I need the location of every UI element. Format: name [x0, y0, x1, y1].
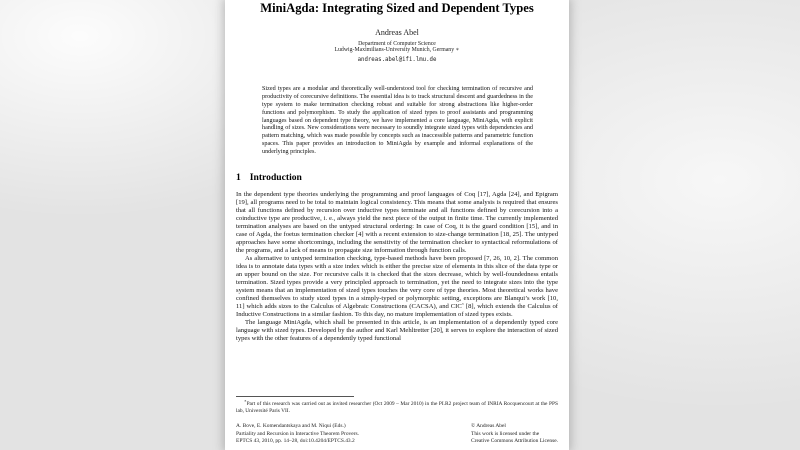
- abstract-text: Sized types are a modular and theoretically well-understood tool for checking termination of recursive and productivity of corecursive definitions. The essential idea is to track structural descent and guardedness in the type system to make termination checking robust and suitable for strong abstractions like higher-order functions and polymorphism. To study the application of sized types to proof assistants and programming languages based on dependent type theory, we have implemented a core language, MiniAgda, with explicit handling of sizes. New considerations were necessary to soundly integrate sized types with dependencies and pattern matching, which was made possible by concepts such as inaccessible patterns and parametric function spaces. This paper provides an introduction to MiniAgda by example and informal explanations of the underlying principles.: [262, 86, 533, 155]
- footer-license-line1: This work is licensed under the: [471, 430, 540, 437]
- affiliation-university: Ludwig-Maximilians-University Munich, Germany ∗: [334, 47, 460, 54]
- section-heading: [236, 173, 558, 183]
- section-title: Introduction: [249, 171, 302, 183]
- footnote-block: [236, 396, 558, 415]
- footer-license-info: [471, 423, 558, 445]
- footer-publication-info: [236, 423, 359, 445]
- paragraph: The language MiniAgda, which shall be presented in this article, is an implementation of a dependently typed core language with sized types. Developed by the author and Karl Mehltretter [20], it serves to explore the interaction of sized types with the other features of a dependently typed functional: [236, 318, 558, 342]
- footnote-marker: ∗: [244, 399, 247, 404]
- section-number: 1: [236, 171, 241, 183]
- author-affiliation: [236, 41, 558, 54]
- footer-license-line2: Creative Commons Attribution License.: [471, 437, 558, 444]
- footnote-body: Part of this research was carried out as invited researcher (Oct 2009 – Mar 2010) in the PI.R2 project team of INRIA Rocquencourt at the PPS lab, Université Paris VII.: [236, 400, 558, 414]
- affiliation-department: Department of Computer Science: [358, 40, 436, 47]
- page-content: [225, 0, 569, 343]
- footer-volume-title: Partiality and Recursion in Interactive Theorem Provers.: [236, 430, 359, 437]
- page-title: MiniAgda: Integrating Sized and Dependent Types: [260, 1, 534, 15]
- introduction-body: [236, 191, 558, 342]
- footnote-rule: [236, 396, 354, 397]
- footer-doi: EPTCS 43, 2010, pp. 14–28, doi:10.4204/EPTCS.43.2: [236, 437, 355, 444]
- author-email: andreas.abel@ifi.lmu.de: [357, 57, 437, 64]
- footnote-text: [236, 399, 558, 415]
- author-name: Andreas Abel: [375, 27, 419, 37]
- page-footer: [236, 423, 558, 445]
- paragraph: In the dependent type theories underlying the programming and proof languages of Coq [17], Agda [24], and Epigram [19], all programs need to be total to maintain logical consistency. This means that some analysis is required that ensures that all functions defined by recursion over inductive types terminate and all functions defined by corecursion into a coinductive type are productive, i. e., always yield the next piece of the output in finite time. The currently implemented termination analyses are based on the untyped structural ordering: In case of Coq, it is the guard condition [15], and in case of Agda, the foetus termination checker [4] with a recent extension to size-change termination [18, 25]. The untyped approaches have some shortcomings, including the sensitivity of the termination checker to syntactical reformulations of the programs, and a lack of means to propagate size information through function calls.: [236, 191, 558, 254]
- footer-editors: A. Bove, E. Komendantskaya and M. Niqui (Eds.): [236, 423, 346, 430]
- paper-page: [225, 0, 569, 450]
- footer-copyright: © Andreas Abel: [471, 423, 506, 430]
- paragraph: As alternative to untyped termination checking, type-based methods have been proposed [7, 26, 10, 2]. The common idea is to annotate data types with a size index which is either the precise size of elements in this slice of the data type or an upper bound on the size. For recursive calls it is checked that the sizes decrease, which by well-foundedness entails termination. Sized types provide a very principled approach to termination, yet the need to integrate sizes into the type system means that an implementation of sized types touches the very core of type theories. Most theoretical works have confined themselves to study sized types in a simply-typed or polymorphic setting, exceptions are Blanqui’s work [10, 11] which adds sizes to the Calculus of Algebraic Constructions (CACSA), and CICˆ [8], which extends the Calculus of Inductive Constructions in a similar fashion. To this day, no mature implementation of sized types exists.: [236, 254, 558, 318]
